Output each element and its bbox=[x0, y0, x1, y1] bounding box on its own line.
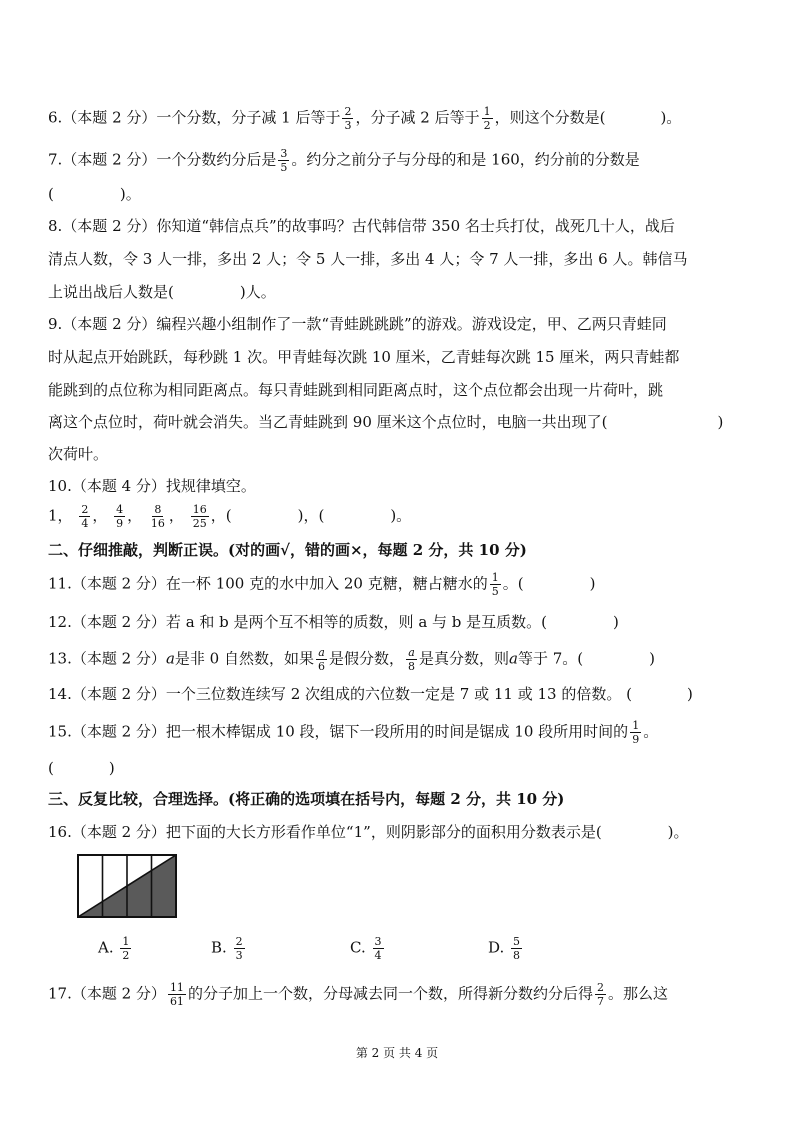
q16-text-a: 16.（本题 2 分）把下面的大长方形看作单位“1”，则阴影部分的面积用分数表示是( bbox=[48, 823, 602, 841]
option-fraction: $\frac{3}{4}$ bbox=[374, 935, 382, 962]
q10-comma: ， bbox=[168, 506, 184, 525]
q11-text-a: 11.（本题 2 分）在一杯 100 克的水中加入 20 克糖，糖占糖水的 bbox=[48, 574, 488, 593]
section-3-title: 三、反复比较，合理选择。(将正确的选项填在括号内，每题 2 分，共 10 分) bbox=[48, 790, 565, 808]
question-15-line-2 bbox=[48, 758, 115, 778]
question-9-line-5: 次荷叶。 bbox=[48, 445, 109, 463]
option-fraction: $\frac{2}{3}$ bbox=[235, 935, 243, 962]
question-9-line-3: 能跳到的点位称为相同距离点。每只青蛙跳到相同距离点时，这个点位都会出现一片荷叶，跳 bbox=[48, 381, 664, 399]
question-11 bbox=[48, 572, 595, 597]
q17-text-a: 17.（本题 2 分） bbox=[48, 984, 166, 1003]
q7-fraction: $\frac{3}{5}$ bbox=[280, 147, 288, 174]
q10-fraction-2: $\frac{4}{9}$ bbox=[116, 503, 124, 530]
question-13 bbox=[48, 647, 655, 672]
q11-text-b: 。( bbox=[502, 574, 524, 593]
q16-option-d[interactable] bbox=[488, 936, 524, 961]
q8-text-b: )人。 bbox=[239, 283, 276, 301]
q7-text-b: 。约分之前分子与分母的和是 160，约分前的分数是 bbox=[291, 150, 640, 169]
q13-text-b: 是非 0 自然数，如果 bbox=[174, 649, 314, 668]
q13-text-a: 13.（本题 2 分） bbox=[48, 649, 166, 668]
question-10-sequence bbox=[48, 504, 411, 529]
question-15 bbox=[48, 720, 658, 745]
q10-seq-first: 1， bbox=[48, 506, 73, 525]
q13-text-d: 是真分数，则 bbox=[419, 649, 510, 668]
q10-fraction-4: $\frac{16}{25}$ bbox=[192, 503, 207, 530]
q15-paren-open: ( bbox=[48, 759, 54, 777]
q13-variable: a bbox=[165, 649, 175, 668]
q16-option-c[interactable] bbox=[350, 936, 386, 961]
option-label: C. bbox=[350, 938, 366, 957]
q17-text-c: 。那么这 bbox=[607, 984, 668, 1003]
question-10-title: 10.（本题 4 分）找规律填空。 bbox=[48, 477, 256, 495]
q10-paren-open: ( bbox=[318, 506, 325, 525]
q16-rectangle-figure bbox=[77, 854, 177, 918]
q10-paren-close: )。 bbox=[390, 506, 412, 525]
q11-text-c: ) bbox=[589, 574, 596, 593]
page-footer: 第 2 页 共 4 页 bbox=[355, 1046, 439, 1060]
q10-paren-open: ( bbox=[225, 506, 232, 525]
q14-text-a: 14.（本题 2 分）一个三位数连续写 2 次组成的六位数一定是 7 或 11 或 13 的倍数。 ( bbox=[48, 685, 632, 703]
q9-text-b: ) bbox=[717, 413, 724, 431]
q13-text-e: 等于 7。( bbox=[517, 649, 584, 668]
q7-paren-open: ( bbox=[48, 185, 54, 203]
q9-text-a: 离这个点位时，荷叶就会消失。当乙青蛙跳到 90 厘米这个点位时，电脑一共出现了( bbox=[48, 413, 608, 431]
option-fraction: $\frac{1}{2}$ bbox=[122, 935, 130, 962]
q6-fraction-1: $\frac{2}{3}$ bbox=[344, 105, 352, 132]
q15-fraction: $\frac{1}{9}$ bbox=[632, 719, 640, 746]
question-6 bbox=[48, 106, 681, 131]
question-9-line-4 bbox=[48, 412, 723, 432]
option-label: A. bbox=[98, 938, 114, 957]
option-label: D. bbox=[488, 938, 505, 957]
q15-paren-close: ) bbox=[108, 759, 115, 777]
q15-text-a: 15.（本题 2 分）把一根木棒锯成 10 段，锯下一段所用的时间是锯成 10 段所用时间的 bbox=[48, 722, 629, 741]
q10-paren-close: )， bbox=[297, 506, 319, 525]
question-8-line-3 bbox=[48, 282, 276, 302]
q13-fraction-1: $\frac{a}{6}$ bbox=[317, 646, 325, 673]
question-16 bbox=[48, 822, 689, 842]
q16-text-b: )。 bbox=[667, 823, 689, 841]
q10-fraction-3: $\frac{8}{16}$ bbox=[150, 503, 165, 530]
q6-fraction-2: $\frac{1}{2}$ bbox=[483, 105, 491, 132]
q12-text-a: 12.（本题 2 分）若 a 和 b 是两个互不相等的质数，则 a 与 b 是互质数。( bbox=[48, 613, 548, 631]
q17-fraction-2: $\frac{2}{7}$ bbox=[596, 981, 604, 1008]
q14-text-b: ) bbox=[686, 685, 693, 703]
q6-text-c: ，则这个分数是( bbox=[494, 108, 606, 127]
option-label: B. bbox=[211, 938, 227, 957]
q13-fraction-2: $\frac{a}{8}$ bbox=[408, 646, 415, 673]
q13-text-f: ) bbox=[649, 649, 655, 668]
q17-fraction-1: $\frac{11}{61}$ bbox=[169, 981, 184, 1008]
question-12 bbox=[48, 612, 619, 632]
q10-comma: ， bbox=[127, 506, 143, 525]
question-7-line-2 bbox=[48, 184, 141, 204]
option-fraction: $\frac{5}{8}$ bbox=[513, 935, 521, 962]
q7-paren-close: )。 bbox=[119, 185, 141, 203]
q13-text-c: 是假分数， bbox=[328, 649, 404, 668]
question-17 bbox=[48, 982, 668, 1007]
q10-comma: ， bbox=[210, 506, 226, 525]
q10-comma: ， bbox=[92, 506, 108, 525]
q17-text-b: 的分子加上一个数，分母减去同一个数，所得新分数约分后得 bbox=[187, 984, 593, 1003]
q7-text-a: 7.（本题 2 分）一个分数约分后是 bbox=[48, 150, 277, 169]
q8-text-a: 上说出战后人数是( bbox=[48, 283, 174, 301]
q12-text-b: ) bbox=[613, 613, 619, 631]
q13-variable: a bbox=[509, 649, 518, 668]
section-2-title: 二、仔细推敲，判断正误。(对的画√，错的画×，每题 2 分，共 10 分) bbox=[48, 541, 527, 559]
q11-fraction: $\frac{1}{5}$ bbox=[491, 571, 499, 598]
question-14 bbox=[48, 684, 693, 704]
q16-option-b[interactable] bbox=[211, 936, 247, 961]
q6-text-b: ，分子减 2 后等于 bbox=[355, 108, 480, 127]
q16-option-a[interactable] bbox=[98, 936, 133, 961]
q10-fraction-1: $\frac{2}{4}$ bbox=[81, 503, 89, 530]
question-8-line-2: 清点人数，令 3 人一排，多出 2 人；令 5 人一排，多出 4 人；令 7 人一排，多出 6 人。韩信马 bbox=[48, 250, 688, 268]
q6-text-d: )。 bbox=[660, 108, 682, 127]
question-8-line-1: 8.（本题 2 分）你知道“韩信点兵”的故事吗？古代韩信带 350 名士兵打仗，战死几十人，战后 bbox=[48, 217, 675, 235]
question-9-line-1: 9.（本题 2 分）编程兴趣小组制作了一款“青蛙跳跳跳”的游戏。游戏设定，甲、乙两只青蛙同 bbox=[48, 315, 667, 333]
q6-text-a: 6.（本题 2 分）一个分数，分子减 1 后等于 bbox=[48, 108, 341, 127]
question-9-line-2: 时从起点开始跳跃，每秒跳 1 次。甲青蛙每次跳 10 厘米，乙青蛙每次跳 15 厘米，两只青蛙都 bbox=[48, 348, 680, 366]
q15-text-b: 。 bbox=[643, 722, 659, 741]
question-7 bbox=[48, 148, 640, 173]
